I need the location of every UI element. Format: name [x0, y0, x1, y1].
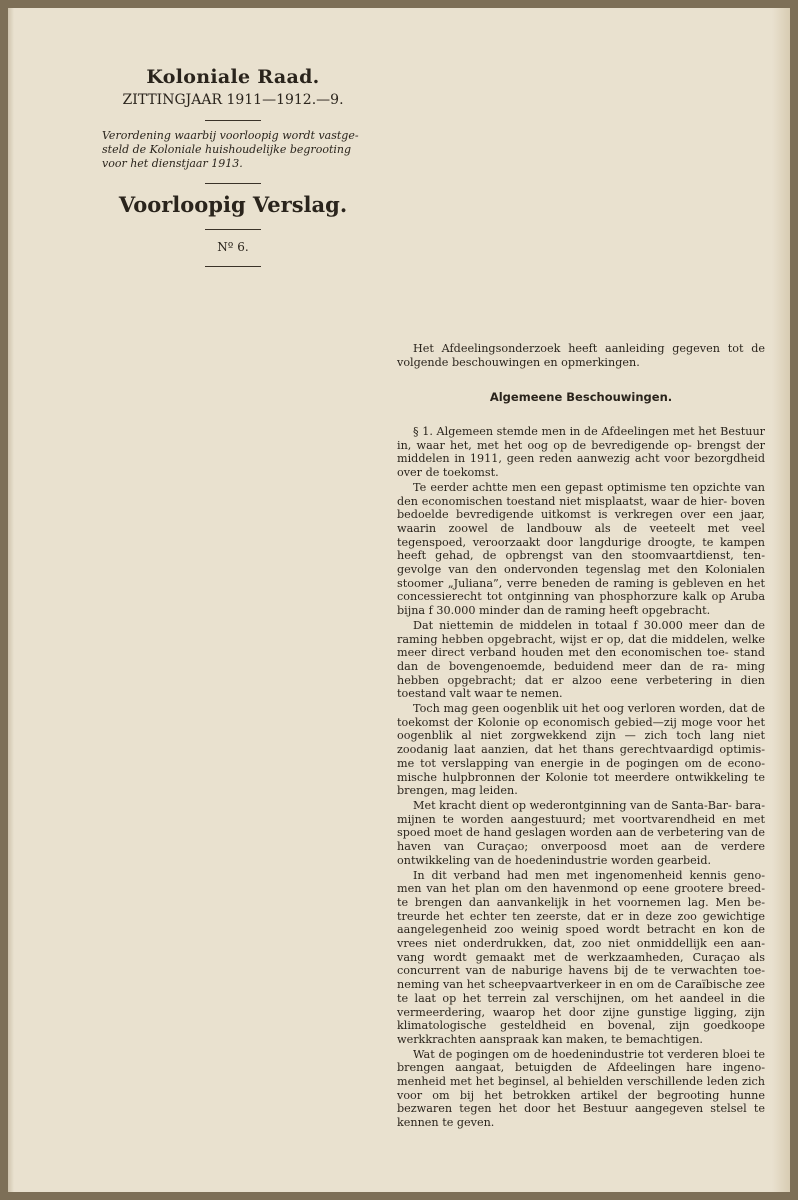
- paragraph: In dit verband had men met ingenomenheid kennis geno- men van het plan om den havenmond op eene grootere breed- te brengen dan aanvankelijk in het voornemen lag. Men be- treurde het echter ten zeerste, dat er in deze zoo gewichtige aangelegenheid zoo weinig spoed wordt betracht en kon de vrees niet onderdrukken, dat, zoo niet onmiddellijk een aan- vang wordt gemaakt met de werkzaamheden, Curaçao als concurrent van de naburige havens bij de te verwachten toe- neming van het scheepvaartverkeer in en om de Caraïbische zee te laat op het terrein zal verschijnen, om het aandeel in die vermeerdering, waarop het door zijne gunstige ligging, zijn klimatologische gesteldheid en bovenal, zijn goedkoope werkkrachten aanspraak kan maken, te bemachtigen.: [397, 868, 765, 1046]
- document-header: [98, 66, 368, 267]
- paragraph: Te eerder achtte men een gepast optimisme ten opzichte van den economischen toestand niet misplaatst, waar de hier- boven bedoelde bevredigende uitkomst is verkregen over een jaar, waarin zoowel de landbouw als de veeteelt met veel tegenspoed, veroorzaakt door langdurige droogte, te kampen heeft gehad, de opbrengst van den stoomvaartdienst, ten- gevolge van den ondervonden tegenslag met den Kolonialen stoomer „Juliana”, verre beneden de raming is gebleven en het concessierecht tot ontginning van phosphorzure kalk op Aruba bijna f 30.000 minder dan de raming heeft opgebracht.: [397, 480, 765, 618]
- council-title: Koloniale Raad.: [146, 66, 320, 88]
- report-number: Nº 6.: [217, 240, 249, 254]
- page-edge-left: [8, 8, 14, 1192]
- report-title: Voorloopig Verslag.: [118, 192, 348, 217]
- paragraph: Dat niettemin de middelen in totaal f 30.000 meer dan de raming hebben opgebracht, wijst er op, dat die middelen, welke meer direct verband houden met den economischen toe- stand dan de bovengenoemde, beduidend meer dan de ra- ming hebben opgebracht; dat er alzoo eene verbetering in dien toestand valt waar te nemen.: [397, 618, 765, 701]
- divider: [205, 183, 261, 184]
- divider: [205, 120, 261, 121]
- session-year: ZITTINGJAAR 1911—1912.—9.: [122, 92, 344, 108]
- paragraph: Wat de pogingen om de hoedenindustrie tot verderen bloei te brengen aangaat, betuigden de Afdeelingen hare ingeno- menheid met het beginsel, al behielden verschillende leden zich voor om bij het betrokken artikel der begrooting hunne bezwaren tegen het door het Bestuur aangegeven stelsel te kennen te geven.: [397, 1047, 765, 1130]
- paragraph: Met kracht dient op wederontginning van de Santa-Bar- bara-mijnen te worden aangestuurd; met voortvarendheid en met spoed moet de hand geslagen worden aan de verbetering van de haven van Curaçao; onverpoosd moet aan de verdere ontwikkeling van de hoedenindustrie worden gearbeid.: [397, 798, 765, 867]
- paragraph: Toch mag geen oogenblik uit het oog verloren worden, dat de toekomst der Kolonie op economisch gebied—zij moge voor het oogenblik al niet zorgwekkend zijn — zich toch lang niet zoodanig laat aanzien, dat het thans gerechtvaardigd optimis- me tot verslapping van energie in de pogingen om de econo- mische hulpbronnen der Kolonie tot meerdere ontwikkeling te brengen, mag leiden.: [397, 702, 765, 798]
- divider: [205, 266, 261, 267]
- paragraph: § 1. Algemeen stemde men in de Afdeelingen met het Bestuur in, waar het, met het oog op de bevredigende op- brengst der middelen in 1911, geen reden aanwezig acht voor bezorgdheid over de toekomst.: [397, 425, 765, 480]
- intro-paragraph: Het Afdeelingsonderzoek heeft aanleiding gegeven tot de volgende beschouwingen en opmerkingen.: [397, 342, 765, 369]
- section-heading: Algemeene Beschouwingen.: [489, 390, 673, 404]
- body-text: [397, 425, 765, 1131]
- ordinance-title: Verordening waarbij voorloopig wordt vastge- steld de Koloniale huishoudelijke begrooting voor het dienstjaar 1913.: [102, 129, 359, 170]
- divider: [205, 229, 261, 230]
- page-edge-right: [772, 8, 790, 1192]
- intro-block: [397, 342, 765, 369]
